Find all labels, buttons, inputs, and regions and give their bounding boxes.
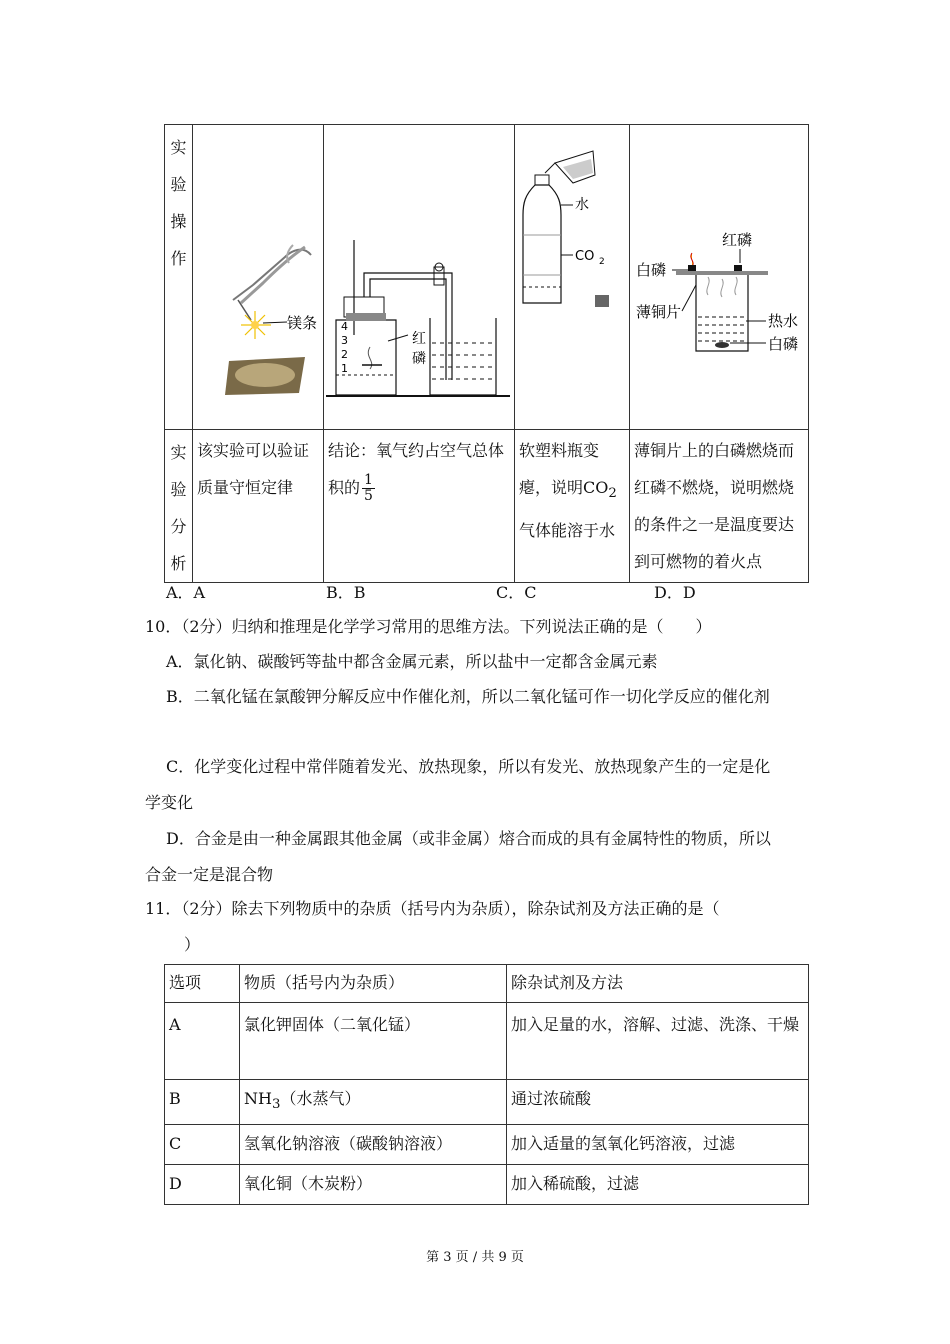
scale-mark: 1: [341, 362, 348, 375]
magnesium-label: 镁条: [287, 314, 318, 332]
row-opt: B: [165, 1080, 240, 1125]
page-footer: 第 3 页 / 共 9 页: [426, 1250, 524, 1265]
red-phosphorus-label: 红磷: [722, 231, 753, 249]
label-char: 析: [170, 554, 187, 573]
row-label-analysis: [165, 430, 193, 583]
cell-image-b: [324, 125, 515, 430]
label-char: 验: [170, 175, 187, 194]
white-phosphorus-top-label: 白磷: [636, 261, 667, 279]
hot-water-label: 热水: [768, 312, 799, 330]
option-b[interactable]: B．B: [326, 583, 366, 602]
q11-table: [164, 964, 809, 1205]
analysis-a-text: 该实验可以验证质量守恒定律: [197, 441, 310, 497]
magnesium-burning-diagram: [193, 125, 323, 425]
label-char: 分: [170, 517, 187, 536]
analysis-b-main: 结论：氧气约占空气总体积的: [328, 441, 505, 497]
row-substance: 氯化钾固体（二氧化锰）: [240, 1003, 507, 1080]
option-c[interactable]: C．C: [496, 583, 537, 602]
copper-sheet-label: 薄铜片: [636, 303, 682, 321]
analysis-b-text: [324, 430, 514, 508]
label-char: 作: [170, 249, 187, 268]
q11-stem: 11．（2分）除去下列物质中的杂质（括号内为杂质），除杂试剂及方法正确的是（: [145, 899, 720, 918]
q10-stem: 10．（2分）归纳和推理是化学学习常用的思维方法。下列说法正确的是（ ）: [145, 617, 712, 636]
nh3-impurity: （水蒸气）: [280, 1089, 361, 1108]
row-substance: [240, 1080, 507, 1125]
header-option: 选项: [165, 965, 240, 1003]
analysis-d-text: 薄铜片上的白磷燃烧而红磷不燃烧，说明燃烧的条件之一是温度要达到可燃物的着火点: [634, 441, 795, 571]
cell-image-c: [515, 125, 630, 430]
row-opt: D: [165, 1165, 240, 1205]
fraction-one-fifth: [362, 473, 375, 504]
row-label-operation: [165, 125, 193, 430]
co2-subscript: 2: [599, 257, 605, 267]
label-char: 实: [170, 443, 187, 462]
table-row: [165, 1003, 809, 1080]
row-substance: 氢氧化钠溶液（碳酸钠溶液）: [240, 1125, 507, 1165]
analysis-c-post: 气体能溶于水: [519, 521, 616, 541]
nh3-sub: 3: [271, 1097, 281, 1113]
analysis-a: [193, 430, 324, 583]
label-char: 验: [170, 480, 187, 499]
analysis-b: [324, 430, 515, 583]
row-opt: A: [165, 1003, 240, 1080]
scale-mark: 3: [341, 334, 348, 347]
fraction-denominator: 5: [364, 488, 373, 504]
water-label: 水: [575, 197, 589, 213]
table-row: [165, 1080, 809, 1125]
white-phosphorus-bottom-label: 白磷: [768, 335, 799, 353]
q10-option-c[interactable]: C．化学变化过程中常伴随着发光、放热现象，所以有发光、放热现象产生的一定是化: [166, 757, 771, 776]
red-label: 红: [412, 331, 426, 347]
analysis-c-pre: 软塑料瓶变瘪，说明CO: [519, 441, 609, 497]
q9-table: [164, 124, 809, 583]
q10-option-c-cont: 学变化: [145, 793, 194, 812]
q10-option-d[interactable]: D．合金是由一种金属跟其他金属（或非金属）熔合而成的具有金属特性的物质，所以: [166, 829, 771, 848]
co2-label: CO: [575, 249, 595, 264]
analysis-d: [630, 430, 809, 583]
option-a[interactable]: A．A: [166, 583, 206, 602]
analysis-c-text: [515, 430, 629, 551]
row-opt: C: [165, 1125, 240, 1165]
row-method: 加入稀硫酸，过滤: [507, 1165, 809, 1205]
oxygen-volume-apparatus: [324, 125, 514, 425]
fraction-numerator: 1: [364, 472, 373, 488]
row-method: 通过浓硫酸: [507, 1080, 809, 1125]
row-substance: 氧化铜（木炭粉）: [240, 1165, 507, 1205]
scale-mark: 4: [341, 320, 348, 333]
scale-mark: 2: [341, 348, 348, 361]
label-char: 实: [170, 138, 187, 157]
q10-option-a[interactable]: A．氯化钠、碳酸钙等盐中都含金属元素，所以盐中一定都含金属元素: [166, 652, 658, 671]
analysis-c: [515, 430, 630, 583]
option-d[interactable]: D．D: [654, 583, 696, 602]
table-row: [165, 1125, 809, 1165]
co2-sub: 2: [608, 486, 617, 502]
label-char: 操: [170, 212, 187, 231]
combustion-conditions-diagram: [630, 125, 808, 425]
q10-option-d-cont: 合金一定是混合物: [145, 865, 274, 884]
cell-image-a: [193, 125, 324, 430]
co2-bottle-diagram: [515, 125, 629, 425]
q11-stem-cont: ）: [184, 935, 201, 954]
header-method: 除杂试剂及方法: [507, 965, 809, 1003]
q10-option-b[interactable]: B．二氧化锰在氯酸钾分解反应中作催化剂，所以二氧化锰可作一切化学反应的催化剂: [166, 687, 770, 706]
phosphorus-label: 磷: [412, 351, 426, 367]
cell-image-d: [630, 125, 809, 430]
row-method: 加入适量的氢氧化钙溶液，过滤: [507, 1125, 809, 1165]
nh3-text: NH: [244, 1089, 272, 1108]
table-row: [165, 1165, 809, 1205]
header-substance: 物质（括号内为杂质）: [240, 965, 507, 1003]
row-method: 加入足量的水，溶解、过滤、洗涤、干燥: [507, 1003, 809, 1080]
